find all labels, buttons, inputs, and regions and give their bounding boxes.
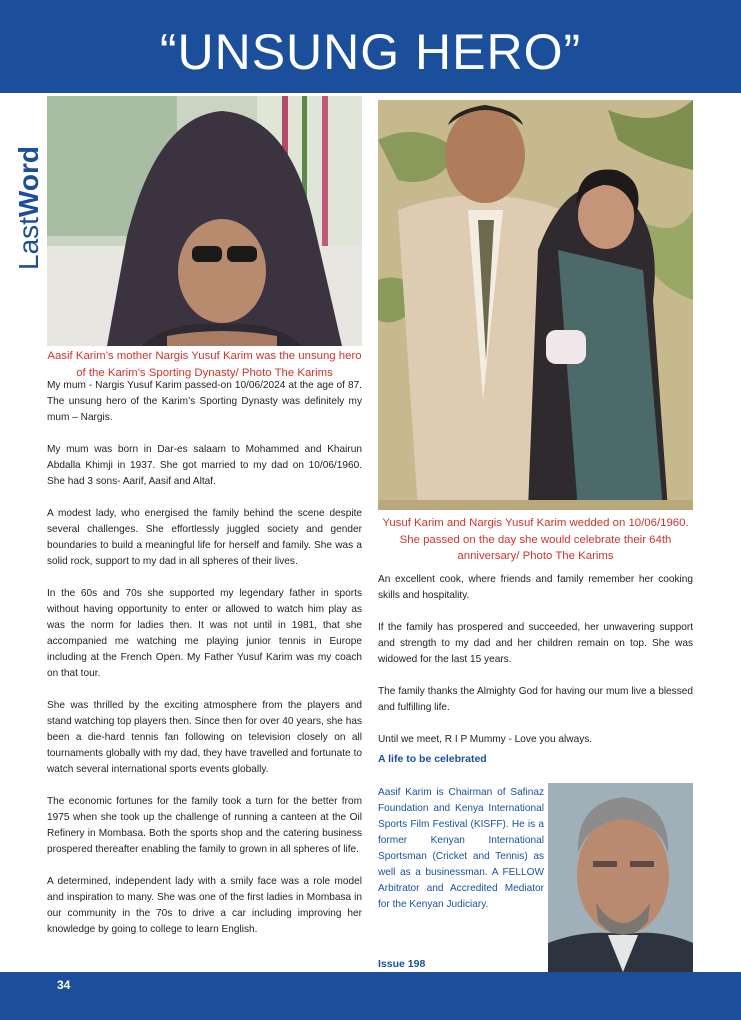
article-left-column	[47, 378, 362, 938]
paragraph: My mum - Nargis Yusuf Karim passed-on 10/06/2024 at the age of 87. The unsung hero of the Karim’s Sporting Dynasty was definitely my mum – Nargis.	[47, 380, 362, 423]
paragraph: A determined, independent lady with a smily face was a role model and inspiration to many. She was one of the first ladies in Mombasa in our community in the 70s to drive a car including improving her knowledge by going to college to learn English.	[47, 876, 362, 935]
section-label	[14, 110, 44, 270]
paragraph: In the 60s and 70s she supported my legendary father in sports without having opportunity to enter or allowed to watch him play as was the norm for ladies then. It was not until in 1981, that she accompanied me watching me playing junior tennis in Europe including at the French Open. My Father Yusuf Karim was my coach on that tour.	[47, 588, 362, 679]
paragraph: Until we meet, R I P Mummy - Love you always.	[378, 734, 593, 745]
footer-bar	[0, 972, 741, 1020]
page-title: “UNSUNG HERO”	[159, 24, 582, 80]
author-bio: Aasif Karim is Chairman of Safinaz Foundation and Kenya International Sports Film Festival (KISFF). He is a former Kenyan International Sportsman (Cricket and Tennis) as well as a businessman. A FELLOW Arbitrator and Accredited Mediator for the Kenyan Judiciary.	[378, 787, 544, 910]
section-label-bold: Word	[13, 146, 44, 218]
paragraph: A modest lady, who energised the family behind the scene despite several challenges. She effortlessly juggled society and gender boundaries to build a meaningful life for herself and family. She was a solid rock, support to my dad in all spheres of their lives.	[47, 508, 362, 567]
bio-subheading: A life to be celebrated	[378, 753, 487, 765]
paragraph: An excellent cook, where friends and family remember her cooking skills and hospitality.	[378, 574, 693, 601]
paragraph: If the family has prospered and succeeded, her unwavering support and strength to my dad and her children remain on top. She was widowed for the last 15 years.	[378, 622, 693, 665]
paragraph: She was thrilled by the exciting atmosphere from the players and stand watching top players then. Since then for over 40 years, she has been a die-hard tennis fan following on television closely on all tournaments globally with my dad, they have travelled and fortunate to watch several international sports events globally.	[47, 700, 362, 775]
section-label-light: Last	[13, 217, 44, 270]
page-number: 34	[57, 978, 71, 992]
photo-couple	[378, 100, 693, 510]
photo-caption-nargis: Aasif Karim’s mother Nargis Yusuf Karim was the unsung hero of the Karim’s Sporting Dynasty/ Photo The Karims	[47, 350, 362, 379]
author-portrait	[548, 783, 693, 972]
photo-caption-couple: Yusuf Karim and Nargis Yusuf Karim wedded on 10/06/1960. She passed on the day she would celebrate their 64th anniversary/ Photo The Karims	[382, 517, 689, 562]
issue-number: Issue 198	[378, 958, 426, 970]
paragraph: My mum was born in Dar-es salaam to Mohammed and Khairun Abdalla Khimji in 1937. She got married to my dad on 10/06/1960. She had 3 sons- Aarif, Aasif and Altaf.	[47, 444, 362, 487]
paragraph: The family thanks the Almighty God for having our mum live a blessed and fulfilling life.	[378, 686, 693, 713]
header-bar	[0, 0, 741, 93]
paragraph: The economic fortunes for the family took a turn for the better from 1975 when she took up the challenge of running a canteen at the Oil Refinery in Mombasa. Both the sports shop and the catering business prospered thereafter enabling the family to grown in all spheres of life.	[47, 796, 362, 855]
article-right-column	[378, 572, 693, 748]
photo-nargis	[47, 96, 362, 346]
